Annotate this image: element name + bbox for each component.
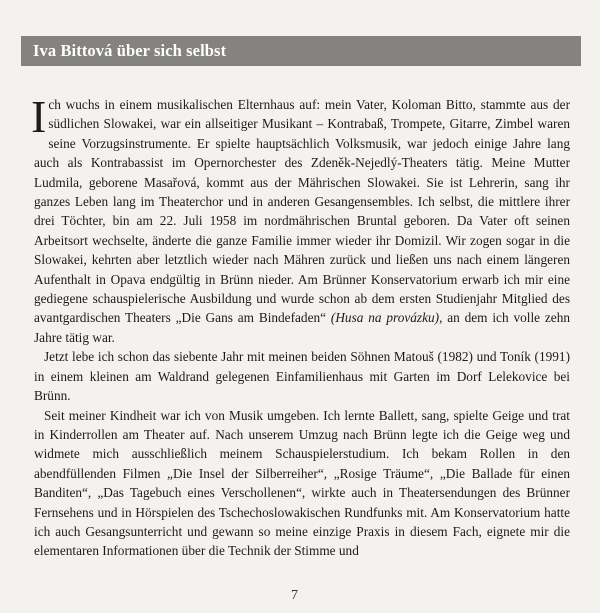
- theater-name-italic: (Husa na provázku): [330, 310, 440, 326]
- page-number: 7: [291, 588, 298, 603]
- paragraph-1-end: , an dem ich volle zehn Jahre tätig war.: [34, 310, 570, 345]
- paragraph-1: [31, 91, 570, 347]
- section-title: Iva Bittová über sich selbst: [33, 41, 227, 60]
- drop-cap: I: [31, 91, 47, 142]
- body-text: [31, 91, 570, 561]
- section-header-bar: [21, 36, 581, 66]
- paragraph-3: Seit meiner Kindheit war ich von Musik umgeben. Ich lernte Ballett, sang, spielte Geige und trat in Kinderrollen am Theater auf. Nach unserem Umzug nach Brünn legte ich die Geige weg und widmete mich ausschließlich meinem Schauspielerstudium. Ich bekam Rollen in den abendfüllenden Filmen „Die Insel der Silberreiher“, „Rosige Träume“, „Die Ballade für einen Banditen“, „Das Tagebuch eines Verschollenen“, wirkte auch in Theatersendungen des Brünner Fernsehens und in Hörspielen des Tschechoslowakischen Rundfunks mit. Am Konservatorium hatte ich auch Gesangsunterricht und gewann so meine einzige Praxis in diesem Fach, eignete mir die elementaren Informationen über die Technik der Stimme und: [34, 407, 570, 559]
- paragraph-2: Jetzt lebe ich schon das siebente Jahr mit meinen beiden Söhnen Matouš (1982) und Toník (1991) in einem kleinen am Waldrand gelegenen Einfamilienhaus mit Garten im Dorf Lelekovice bei Brünn.: [34, 349, 570, 404]
- paragraph-1-text: ch wuchs in einem musikalischen Elternhaus auf: mein Vater, Koloman Bitto, stammte aus der südlichen Slowakei, war ein allseitiger Musikant – Kontrabaß, Trompete, Gitarre, Zimbel waren seine Vorzugsinstrumente. Er spielte hauptsächlich Volksmusik, war jedoch einige Jahre lang auch als Kontrabassist im Opernorchester des Zdeněk-Nejedlý-Theaters tätig. Meine Mutter Ludmila, geborene Masařová, kommt aus der Mährischen Slowakei. Sie ist Lehrerin, sang ihr ganzes Leben lang im Theaterchor und in anderen Gesangensembles. Ich selbst, die mittlere ihrer drei Töchter, bin am 22. Juli 1958 im nordmährischen Bruntal geboren. Da Vater oft seinen Arbeitsort wechselte, änderte die ganze Familie immer wieder ihr Domizil. Wir zogen sogar in die Slowakei, kehrten aber letztlich wieder nach Mähren zurück und ließen uns nach einem längeren Aufenthalt in Opava endgültig in Brünn nieder. Am Brünner Konservatorium erwarb ich mir eine gediegene schauspielerische Ausbildung und wurde schon ab dem ersten Studienjahr Mitglied des avantgardischen Theaters „Die Gans am Bindefaden“: [34, 97, 570, 326]
